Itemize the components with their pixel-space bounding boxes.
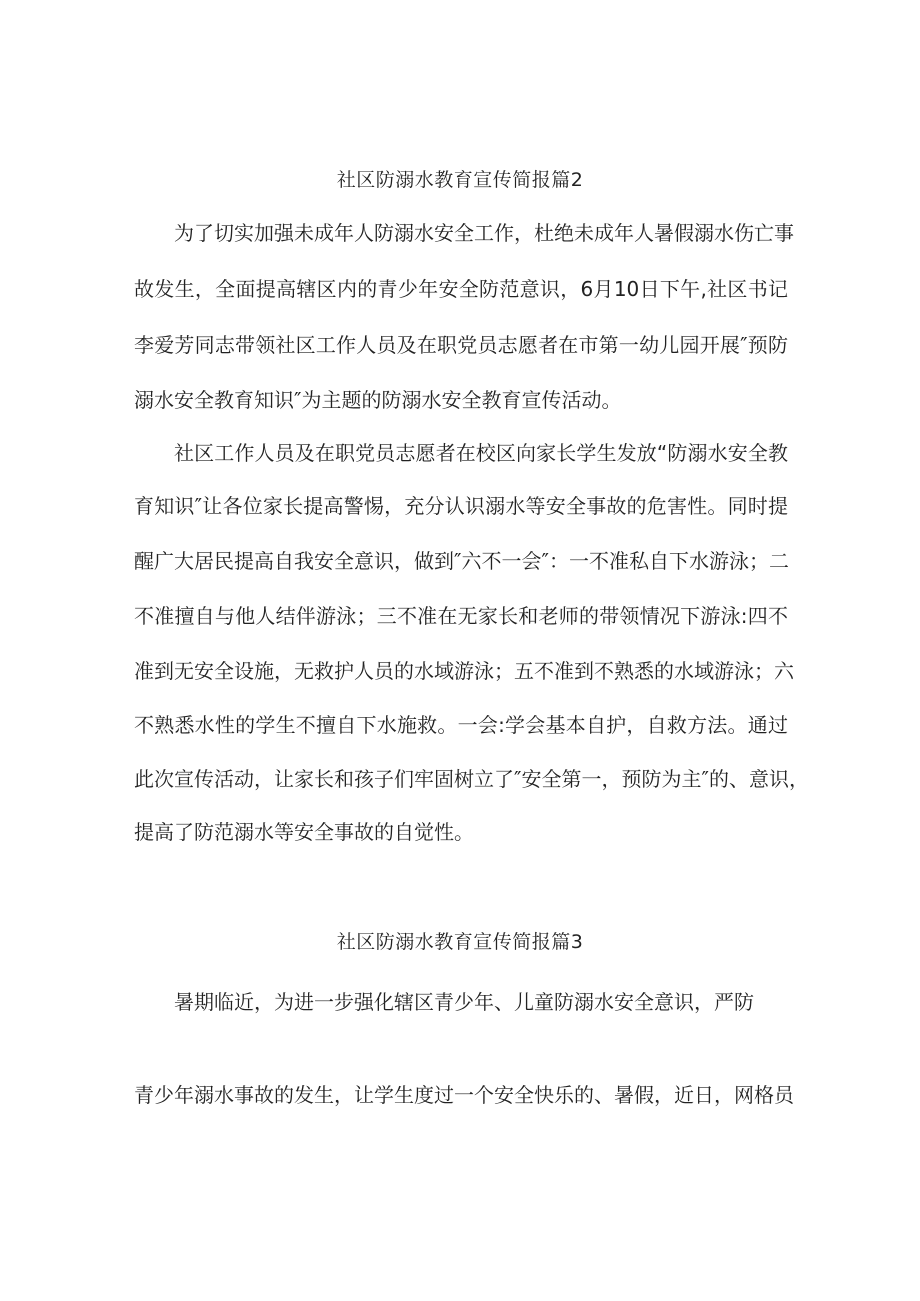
section-3-paragraph-1-line-2: 青少年溺水事故的发生，让学生度过一个安全快乐的、暑假，近日，网格员 bbox=[134, 1083, 794, 1107]
section-2-heading: 社区防溺水教育宣传简报篇2 bbox=[336, 169, 584, 191]
section-2-paragraph-2-line-2: 育知识″让各位家长提高警惕，充分认识溺水等安全事故的危害性。同时提 bbox=[134, 494, 788, 518]
section-2-paragraph-2-line-8: 提高了防范溺水等安全事故的自觉性。 bbox=[134, 820, 474, 844]
section-2-paragraph-1-line-4: 溺水安全教育知识″为主题的防溺水安全教育宣传活动。 bbox=[134, 388, 622, 412]
section-2-paragraph-1-line-2: 故发生，全面提高辖区内的青少年安全防范意识，6月10日下午,社区书记 bbox=[134, 277, 788, 301]
section-2-paragraph-2-line-4: 不准擅自与他人结伴游泳；三不准在无家长和老师的带领情况下游泳:四不 bbox=[134, 604, 788, 628]
section-2-paragraph-2-line-1: 社区工作人员及在职党员志愿者在校区向家长学生发放“防溺水安全教 bbox=[174, 441, 788, 465]
section-3-paragraph-1-line-1: 暑期临近，为进一步强化辖区青少年、儿童防溺水安全意识，严防 bbox=[174, 990, 754, 1014]
section-2-paragraph-2-line-6: 不熟悉水性的学生不擅自下水施救。一会:学会基本自护，自救方法。通过 bbox=[134, 713, 788, 737]
section-2-paragraph-2-line-7: 此次宣传活动，让家长和孩子们牢固树立了″安全第一，预防为主″的、意识， bbox=[134, 767, 809, 791]
section-2-paragraph-2-line-3: 醒广大居民提高自我安全意识，做到″六不一会″：一不准私自下水游泳；二 bbox=[134, 549, 789, 573]
section-2-paragraph-1-line-3: 李爱芳同志带领社区工作人员及在职党员志愿者在市第一幼儿园开展″预防 bbox=[134, 333, 788, 357]
section-2-paragraph-1-line-1: 为了切实加强未成年人防溺水安全工作，杜绝未成年人暑假溺水伤亡事 bbox=[174, 221, 794, 245]
section-2-paragraph-2-line-5: 准到无安全设施，无救护人员的水域游泳；五不准到不熟悉的水域游泳；六 bbox=[134, 659, 794, 683]
section-3-heading: 社区防溺水教育宣传简报篇3 bbox=[336, 931, 584, 953]
